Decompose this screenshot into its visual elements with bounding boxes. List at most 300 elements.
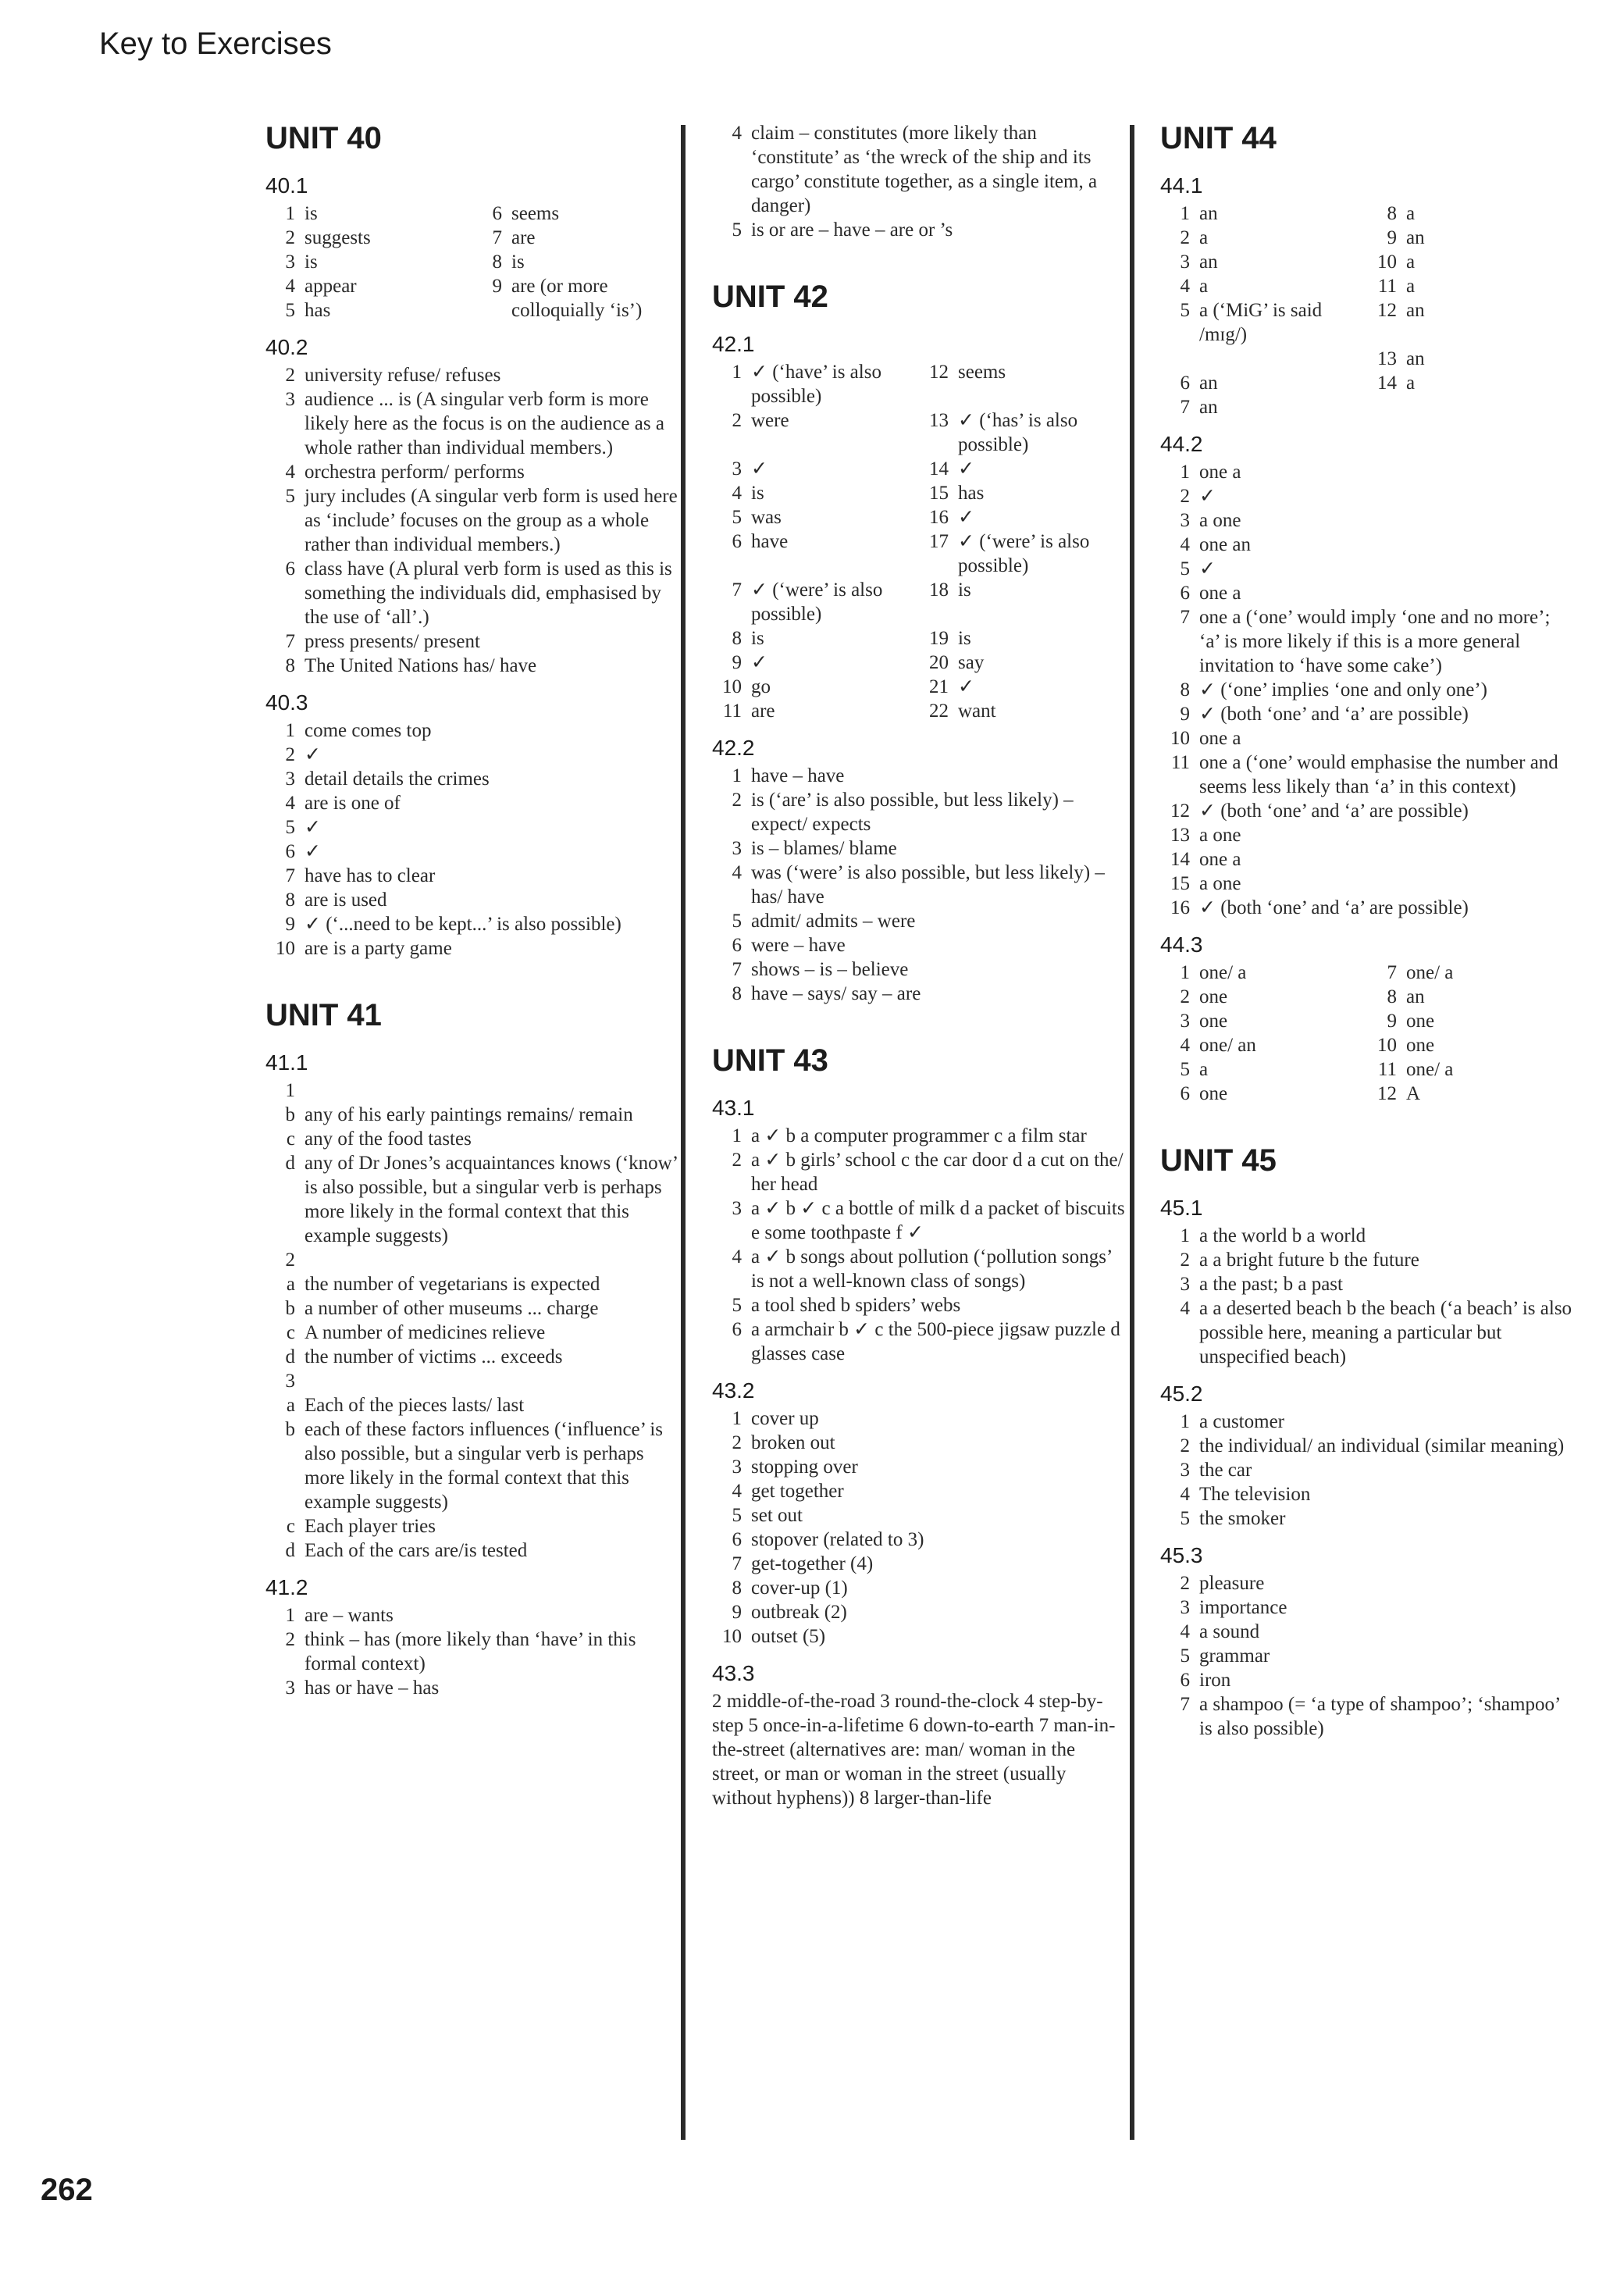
answer-text: an [1406,986,1425,1007]
answer-number: 4 [285,276,295,297]
answer-text: one a (‘one’ would imply ‘one and no more’; ‘a’ is more likely if this is a more general invitation to ‘have some cake’) [1199,607,1551,676]
answer-grid [1160,961,1574,1106]
answer-number: 1 [732,1408,742,1429]
answer-text: an [1406,300,1425,321]
answer-number: 5 [285,817,295,838]
answer-number: 2 [1180,1573,1190,1594]
answer-number: 5 [1180,300,1190,321]
answer-number: 6 [732,531,742,552]
answer-number: 6 [492,203,502,224]
answer-item [712,218,1126,242]
answer-text: one/ an [1199,1035,1256,1056]
answer-number: 18 [929,579,949,601]
answer-item [712,651,919,675]
answer-text: one [1199,1011,1228,1032]
answer-item [1160,750,1574,799]
answer-item [712,1245,1126,1293]
answer-number: 2 [285,365,295,386]
answer-text: come comes top [304,720,432,741]
answer-number: 7 [285,865,295,886]
answer-item [1160,1272,1574,1296]
answer-text: a shampoo (= ‘a type of shampoo’; ‘shampoo’ is also possible) [1199,1694,1560,1739]
answer-item [919,408,1126,457]
answer-text: a [1199,227,1209,248]
answer-number: 11 [1377,276,1397,297]
answer-item [1160,1082,1367,1106]
column-divider-left [681,125,686,2140]
answer-number: 6 [1180,373,1190,394]
unit-section [712,1043,1126,1810]
answer-text: have has to clear [304,865,436,886]
answer-number: 5 [732,219,742,241]
answer-number: c [286,1128,295,1150]
answer-number: 7 [1180,397,1190,418]
answer-number: 14 [1377,373,1397,394]
answer-text: iron [1199,1670,1231,1691]
answer-item [265,460,679,484]
answer-text: ✓ (‘were’ is also possible) [958,531,1090,576]
answer-number: 4 [1180,1298,1190,1319]
answer-item [712,408,919,457]
answer-number: 5 [732,507,742,528]
answer-item [919,529,1126,578]
answer-item [1160,1009,1367,1033]
answer-text: ✓ (‘one’ implies ‘one and only one’) [1199,679,1487,701]
answer-grid [712,360,1126,723]
answer-number: 1 [732,1125,742,1146]
answer-item [265,936,679,961]
exercise-title: 40.3 [265,690,308,715]
answer-text: ✓ [304,744,321,765]
answer-text: any of his early paintings remains/ remain [304,1104,633,1125]
answer-item [1160,847,1574,872]
page-header: Key to Exercises [99,27,332,61]
answer-number: 8 [285,890,295,911]
answer-text: seems [958,362,1006,383]
answer-text: an [1199,203,1218,224]
answer-number: 2 [732,790,742,811]
answer-number: 8 [285,655,295,676]
answer-item [265,767,679,791]
answer-number: 10 [1377,1035,1397,1056]
exercise-title: 42.2 [712,736,755,760]
answer-number: 2 [285,1629,295,1650]
answer-text: ✓ (‘have’ is also possible) [751,362,881,407]
answer-number: 6 [1180,583,1190,604]
answer-text: cover-up (1) [751,1578,848,1599]
answer-number: 16 [929,507,949,528]
answer-number: 4 [732,123,742,144]
answer-text: a [1406,276,1416,297]
answer-item [712,578,919,626]
answer-text: an [1199,251,1218,273]
answer-item [265,743,679,767]
answer-text [304,1078,679,1103]
answer-item [712,933,1126,957]
answer-number: 11 [722,701,742,722]
answer-item [712,861,1126,909]
answer-item [265,298,472,323]
answer-number: 14 [929,458,949,480]
unit-section [712,121,1126,242]
answer-text: any of the food tastes [304,1128,472,1150]
answer-number: 6 [732,1319,742,1340]
answer-item [712,909,1126,933]
answer-text: ✓ [751,652,767,673]
answer-item [1367,347,1574,371]
answer-item [1160,1458,1574,1482]
answer-item [265,912,679,936]
answer-number: 1 [732,765,742,786]
answer-list [1160,460,1574,920]
answer-list [265,1078,679,1563]
answer-text: is [958,579,971,601]
answer-number: 1 [1180,962,1190,983]
answer-number: b [285,1419,295,1440]
answer-item [712,457,919,481]
answer-item [712,529,919,578]
answer-text: a ✓ b girls’ school c the car door d a cut on the/ her head [751,1150,1124,1195]
answer-item [1160,508,1574,533]
answer-item [1160,1224,1574,1248]
answer-number: 12 [1377,1083,1397,1104]
answer-number [1367,395,1406,419]
answer-number: 8 [1387,203,1397,224]
answer-text: say [958,652,985,673]
answer-list [712,121,1126,242]
answer-text: an [1406,348,1425,369]
answer-number: 3 [285,1677,295,1699]
answer-item [265,1628,679,1676]
answer-number: 7 [1387,962,1397,983]
answer-item [1160,395,1367,419]
answer-number: 2 [732,1432,742,1453]
answer-item [265,484,679,557]
answer-item [1160,1644,1574,1668]
column-3 [1160,121,1574,1778]
answer-list [1160,1410,1574,1531]
answer-item [1367,1009,1574,1033]
answer-number: 6 [285,841,295,862]
answer-text: think – has (more likely than ‘have’ in this formal context) [304,1629,636,1674]
answer-text: The United Nations has/ have [304,655,537,676]
answer-text: a [1199,276,1209,297]
answer-number: 2 [732,410,742,431]
answer-paragraph: 2 middle-of-the-road 3 round-the-clock 4 step-by-step 5 once-in-a-lifetime 6 down-to-earth 7 man-in-the-street (alternatives are: man/ woman in the street, or man or woman in the street (usually without hyphens)) 8 larger-than-life [712,1691,1116,1809]
answer-item [1367,201,1574,226]
answer-number: 10 [722,1626,742,1647]
answer-text: have – says/ say – are [751,983,921,1004]
answer-number: 6 [285,558,295,579]
answer-item [1160,347,1367,371]
answer-text: is [304,251,318,273]
answer-text: is [751,483,764,504]
answer-number: 4 [732,1246,742,1267]
answer-text: get-together (4) [751,1553,874,1574]
answer-text: press presents/ present [304,631,480,652]
answer-text: A [1406,1083,1421,1104]
exercise-title: 43.1 [712,1096,755,1120]
answer-item [919,578,1126,626]
answer-text: one [1406,1035,1435,1056]
answer-text: shows – is – believe [751,959,909,980]
answer-number: 14 [1170,849,1190,870]
answer-text: were – have [751,935,846,956]
answer-item [712,836,1126,861]
answer-text: orchestra perform/ performs [304,462,525,483]
answer-item [919,481,1126,505]
answer-item [1160,823,1574,847]
answer-text: a number of other museums ... charge [304,1298,599,1319]
answer-text: the individual/ an individual (similar meaning) [1199,1435,1565,1456]
answer-item [265,250,472,274]
answer-number: 9 [732,652,742,673]
answer-item [265,1393,679,1417]
answer-number: 7 [732,579,742,601]
answer-text: one/ a [1406,962,1454,983]
answer-text: was (‘were’ is also possible, but less likely) – has/ have [751,862,1105,907]
answer-item [265,840,679,864]
answer-item [265,888,679,912]
exercise-title: 43.2 [712,1378,755,1403]
answer-item [1367,961,1574,985]
answer-text: is [958,628,971,649]
answer-item [265,226,472,250]
answer-text: Each of the cars are/is tested [304,1540,528,1561]
answer-item [265,654,679,678]
answer-number: 21 [929,676,949,697]
answer-text: Each player tries [304,1516,436,1537]
answer-number: 8 [732,1578,742,1599]
answer-item [1160,961,1367,985]
answer-text: grammar [1199,1645,1270,1667]
answer-number: 10 [276,938,295,959]
answer-text: one an [1199,534,1251,555]
answer-text: ✓ [958,507,974,528]
answer-text: ✓ [751,458,767,480]
answer-text: a tool shed b spiders’ webs [751,1295,961,1316]
answer-text: are is one of [304,793,401,814]
exercise-title: 45.2 [1160,1382,1203,1406]
unit-title: UNIT 43 [712,1043,828,1078]
answer-number: 4 [732,1481,742,1502]
exercise-title: 40.2 [265,335,308,359]
answer-item [1160,298,1367,347]
answer-number: 19 [929,628,949,649]
answer-item [1367,274,1574,298]
answer-text: were [751,410,789,431]
answer-number: 2 [1180,486,1190,507]
answer-number: 7 [285,631,295,652]
exercise-title: 44.2 [1160,432,1203,456]
answer-text: suggests [304,227,371,248]
answer-number: 17 [929,531,949,552]
answer-text: one [1406,1011,1435,1032]
answer-number: 8 [1180,679,1190,701]
answer-number: 22 [929,701,949,722]
answer-item [265,1151,679,1248]
answer-text: cover up [751,1408,819,1429]
answer-item [712,1196,1126,1245]
answer-number: 4 [732,483,742,504]
answer-item [919,457,1126,481]
answer-text: a [1199,1059,1209,1080]
answer-number: 3 [1180,1460,1190,1481]
answer-text: any of Dr Jones’s acquaintances knows (‘know’ is also possible, but a singular verb is perhaps more likely in the formal context that this example suggests) [304,1153,678,1246]
answer-text: outbreak (2) [751,1602,847,1623]
answer-text: an [1199,373,1218,394]
answer-list [1160,1224,1574,1369]
answer-text: class have (A plural verb form is used as this is something the individuals did, emphasised by the use of ‘all’.) [304,558,672,628]
answer-number: 5 [1180,558,1190,579]
answer-number: 7 [732,1553,742,1574]
answer-text: are – wants [304,1605,394,1626]
exercise-title: 41.2 [265,1575,308,1599]
answer-item [265,1103,679,1127]
unit-title: UNIT 40 [265,121,382,155]
answer-number: 3 [732,1198,742,1219]
answer-text: jury includes (A singular verb form is used here as ‘include’ focuses on the group as a whole rather than individual members.) [304,486,678,555]
answer-text: a (‘MiG’ is said /mɪg/) [1199,300,1323,345]
answer-item [1367,1082,1574,1106]
answer-number: 12 [1170,800,1190,822]
answer-item [1160,1692,1574,1741]
answer-item [1160,1482,1574,1506]
answer-text: a [1406,251,1416,273]
answer-item [265,1272,679,1296]
answer-item [265,557,679,629]
answer-item [919,699,1126,723]
answer-item [265,1127,679,1151]
answer-number: 2 [285,744,295,765]
answer-item [1160,460,1574,484]
answer-text: ✓ (both ‘one’ and ‘a’ are possible) [1199,800,1469,822]
answer-item [919,651,1126,675]
answer-number: 7 [1180,1694,1190,1715]
answer-number: 2 [1180,986,1190,1007]
answer-text: one [1199,986,1228,1007]
answer-item [712,675,919,699]
answer-number: c [286,1322,295,1343]
answer-number: 1 [1180,1225,1190,1246]
answer-item [1160,1410,1574,1434]
answer-item [265,1369,679,1393]
answer-number: c [286,1516,295,1537]
answer-number: 13 [929,410,949,431]
answer-item [1367,1057,1574,1082]
answer-item [265,1603,679,1628]
answer-number: 5 [285,486,295,507]
answer-item [1367,395,1574,419]
answer-text: a armchair b ✓ c the 500-piece jigsaw puzzle d glasses case [751,1319,1120,1364]
unit-title: UNIT 45 [1160,1143,1277,1178]
answer-number: 3 [1180,1597,1190,1618]
answer-text: a a deserted beach b the beach (‘a beach’ is also possible here, meaning a particular but unspecified beach) [1199,1298,1572,1367]
answer-item [919,360,1126,408]
answer-text: appear [304,276,357,297]
answer-item [712,764,1126,788]
answer-item [1160,985,1367,1009]
answer-number: 9 [1180,704,1190,725]
answer-number: 9 [1387,1011,1397,1032]
answer-item [1160,896,1574,920]
answer-list [265,718,679,961]
answer-text: ✓ (‘has’ is also possible) [958,410,1078,455]
answer-grid [265,201,679,323]
page-number: 262 [41,2173,93,2207]
answer-item [712,957,1126,982]
answer-text: one a (‘one’ would emphasise the number and seems less likely than ‘a’ in this context) [1199,752,1558,797]
answer-item [1160,1057,1367,1082]
unit-title: UNIT 41 [265,998,382,1032]
answer-item [1160,872,1574,896]
answer-text: ✓ [958,458,974,480]
answer-item [919,505,1126,529]
unit-section [265,121,679,961]
answer-item [712,982,1126,1006]
answer-number: 1 [285,1080,295,1101]
answer-item [265,629,679,654]
answer-text: go [751,676,771,697]
answer-item [1160,1248,1574,1272]
answer-number: 2 [1180,1250,1190,1271]
answer-text: has [958,483,985,504]
answer-number: 5 [1180,1508,1190,1529]
answer-text: a ✓ b songs about pollution (‘pollution songs’ is not a well-known class of songs) [751,1246,1112,1292]
answer-item [712,1431,1126,1455]
answer-item [265,201,472,226]
exercise-title: 45.1 [1160,1196,1203,1220]
answer-text: get together [751,1481,844,1502]
answer-number: 5 [1180,1059,1190,1080]
answer-number: 8 [492,251,502,273]
answer-text: ✓ (both ‘one’ and ‘a’ are possible) [1199,704,1469,725]
column-2 [712,121,1126,1848]
answer-item [472,250,679,274]
answer-number: 3 [732,838,742,859]
answer-item [265,1676,679,1700]
answer-grid [1160,201,1574,419]
answer-text: are (or more [511,276,608,297]
unit-section [712,280,1126,1006]
answer-number: 4 [285,462,295,483]
answer-number: 5 [732,1295,742,1316]
exercise-title: 42.1 [712,332,755,356]
answer-number: 2 [285,1250,295,1271]
answer-text: university refuse/ refuses [304,365,501,386]
answer-number: 2 [1180,227,1190,248]
answer-item [1160,1668,1574,1692]
answer-item [1160,1033,1367,1057]
answer-item [712,481,919,505]
answer-item [265,1417,679,1514]
answer-item [712,626,919,651]
answer-item [1160,1506,1574,1531]
answer-item [1160,1434,1574,1458]
answer-text: ✓ [958,676,974,697]
answer-number: 10 [722,676,742,697]
answer-text: has or have – has [304,1677,440,1699]
answer-item [472,298,679,323]
answer-list [265,363,679,678]
answer-text: a ✓ b ✓ c a bottle of milk d a packet of biscuits e some toothpaste f ✓ [751,1198,1125,1243]
answer-number: 16 [1170,897,1190,918]
answer-text: the number of vegetarians is expected [304,1274,600,1295]
answer-item [712,1528,1126,1552]
answer-list [265,1603,679,1700]
answer-item [1367,371,1574,395]
answer-text: ✓ (‘...need to be kept...’ is also possible) [304,914,621,935]
